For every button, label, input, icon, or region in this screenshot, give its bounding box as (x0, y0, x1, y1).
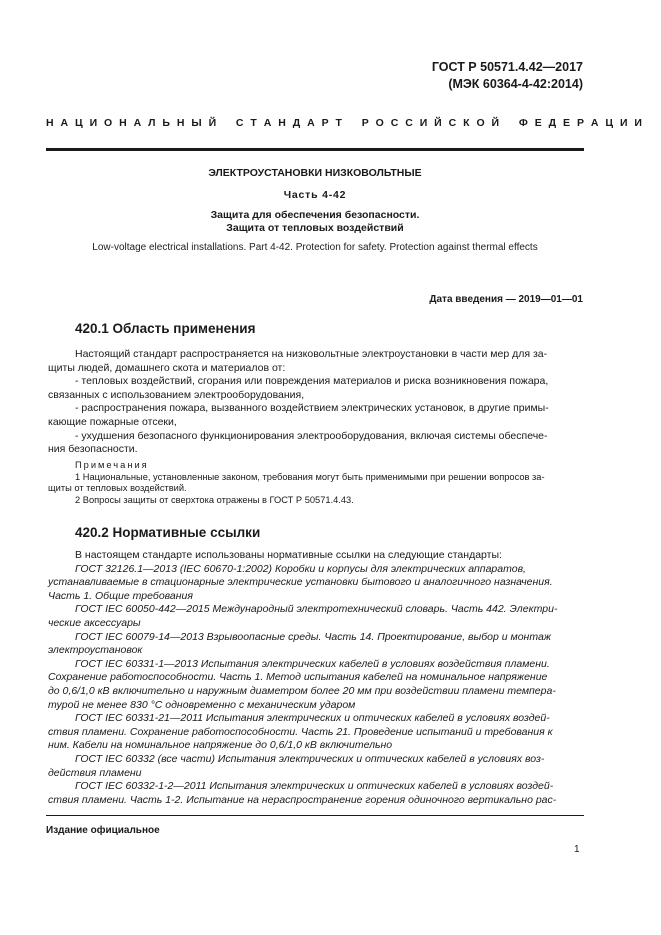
subtitle-line-1: Защита для обеспечения безопасности. (210, 209, 420, 221)
references-intro: В настоящем стандарте использованы нормативные ссылки на следующие стандарты: (75, 549, 502, 561)
reference-line: турой не менее 830 °С одновременно с механическим ударом (48, 698, 356, 711)
reference-line: Сохранение работоспособности. Часть 1. Метод испытания кабелей на номинальное напряжение (48, 671, 548, 684)
section-heading-scope: 420.1 Область применения (75, 321, 256, 336)
reference-line: ГОСТ IEC 60332-1-2—2011 Испытания электрических и оптических кабелей в условиях воздей- (75, 780, 554, 793)
document-part: Часть 4-42 (283, 189, 347, 201)
reference-line: ческие аксессуары (48, 616, 141, 629)
scope-line: связанных с использованием электрооборудования, (48, 388, 305, 401)
scope-line: Настоящий стандарт распространяется на низковольтные электроустановки в части мер для за- (75, 348, 548, 360)
reference-line: ГОСТ 32126.1—2013 (IEC 60670-1:2002) Коробки и корпусы для электрических аппаратов, (75, 562, 526, 575)
page-number: 1 (574, 844, 580, 855)
edition-label: Издание официальное (46, 825, 160, 836)
standard-number: ГОСТ Р 50571.4.42—2017 (431, 60, 583, 74)
scope-line: ния безопасности. (48, 443, 138, 456)
reference-line: Часть 1. Общие требования (48, 589, 193, 602)
references-body (48, 549, 580, 807)
reference-line: ГОСТ IEC 60332 (все части) Испытания электрических и оптических кабелей в условиях воз- (75, 752, 545, 765)
introduction-date: Дата введения — 2019—01—01 (429, 294, 583, 305)
reference-line: до 0,6/1,0 кВ включительно и наружным диаметром более 20 мм при воздействии пламени темпера- (48, 684, 556, 697)
reference-line: устанавливаемые в стационарные электрические установки бытового и аналогичного назначения. (48, 576, 553, 589)
note-line: 2 Вопросы защиты от сверхтока отражены в ГОСТ Р 50571.4.43. (75, 494, 354, 505)
note-line: щиты от тепловых воздействий. (48, 483, 187, 494)
scope-line: - тепловых воздействий, сгорания или повреждения материалов и риска возникновения пожара, (75, 375, 549, 388)
subtitle-line-2: Защита от тепловых воздействий (226, 221, 404, 234)
document-title: ЭЛЕКТРОУСТАНОВКИ НИЗКОВОЛЬТНЫЕ (208, 167, 422, 179)
scope-body (48, 348, 580, 457)
iec-number: (МЭК 60364-4-42:2014) (448, 77, 583, 91)
section-heading-references: 420.2 Нормативные ссылки (75, 525, 261, 540)
reference-line: ним. Кабели на номинальное напряжение до 0,6/1,0 кВ включительно (48, 739, 393, 752)
scope-line: - распространения пожара, вызванного воздействием электрических установок, в другие примы- (75, 402, 549, 415)
scope-line: - ухудшения безопасного функционирования электрооборудования, включая системы обеспече- (75, 429, 548, 442)
notes-label: Примечания (75, 460, 149, 470)
document-subtitle (46, 209, 584, 234)
reference-line: действия пламени (48, 766, 142, 779)
reference-line: ствия пламени. Часть 1-2. Испытание на нераспространение горения одиночного вертикально рас- (48, 793, 557, 806)
reference-line: электроустановок (48, 644, 143, 657)
scope-notes (48, 460, 580, 506)
scope-line: щиты людей, домашнего скота и материалов от: (48, 361, 286, 374)
footer-divider (46, 815, 584, 816)
english-title: Low-voltage electrical installations. Part 4-42. Protection for safety. Protection against thermal effects (92, 242, 538, 253)
header-divider (46, 148, 584, 151)
note-line: 1 Национальные, установленные законом, требования могут быть применимыми при решении вопросов за- (75, 471, 545, 482)
reference-line: ГОСТ IEC 60331-1—2013 Испытания электрических кабелей в условиях воздействия пламени. (75, 657, 550, 670)
reference-line: ствия пламени. Сохранение работоспособности. Часть 21. Проведение испытаний и требования к (48, 725, 553, 738)
scope-line: кающие пожарные отсеки, (48, 415, 177, 428)
reference-line: ГОСТ IEC 60079-14—2013 Взрывоопасные среды. Часть 14. Проектирование, выбор и монтаж (75, 630, 552, 643)
national-standard-banner: Н А Ц И О Н А Л Ь Н Ы Й С Т А Н Д А Р Т Р О С С И Й С К О Й Ф Е Д Е Р А Ц И И (46, 117, 643, 129)
reference-line: ГОСТ IEC 60050-442—2015 Международный электротехнический словарь. Часть 442. Электри- (75, 603, 558, 616)
reference-line: ГОСТ IEC 60331-21—2011 Испытания электрических и оптических кабелей в условиях воздей- (75, 712, 550, 725)
